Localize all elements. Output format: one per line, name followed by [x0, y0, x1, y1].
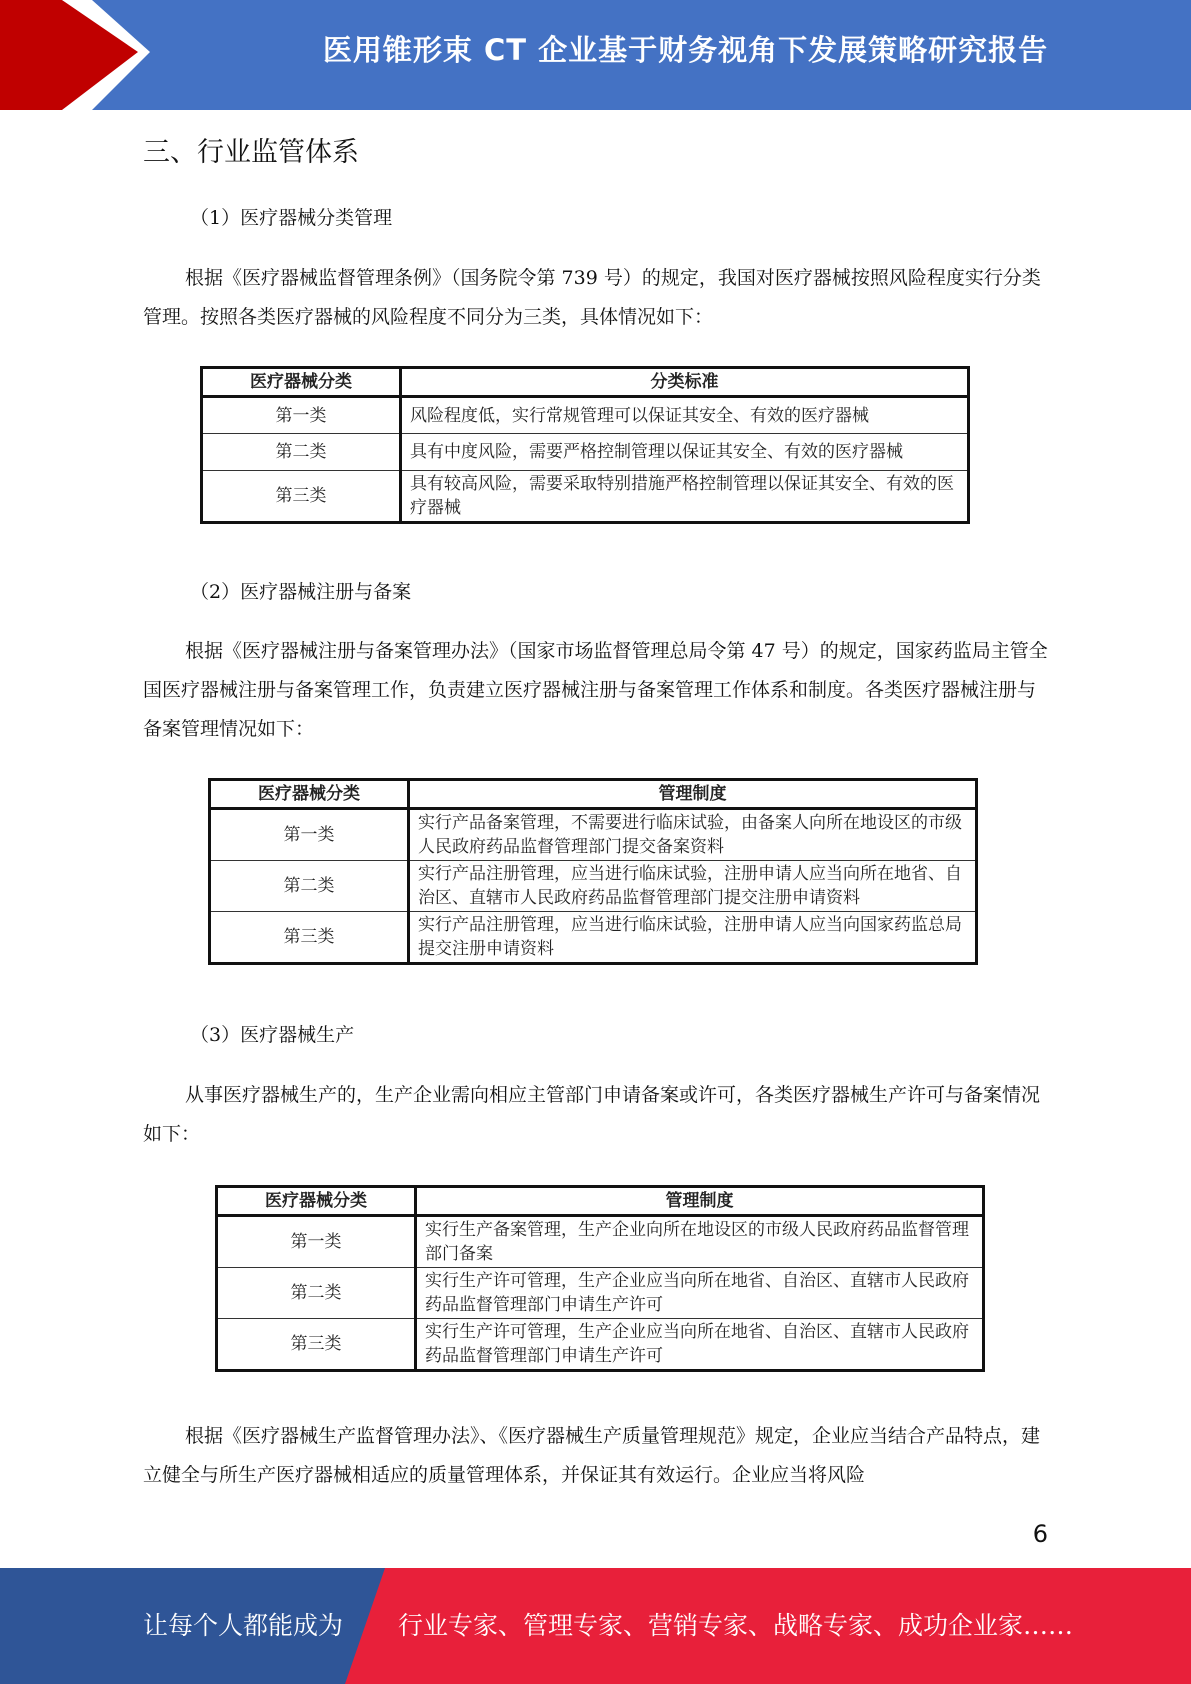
table-header: 医疗器械分类: [202, 368, 401, 397]
paragraph-registration: 根据《医疗器械注册与备案管理办法》（国家市场监督管理总局令第 47 号）的规定，国家药监局主管全国医疗器械注册与备案管理工作，负责建立医疗器械注册与备案管理工作体系和制度。各类医疗器械注册与备案管理情况如下：: [143, 640, 1048, 740]
production-table: [215, 1185, 985, 1372]
table-cell: 实行产品注册管理，应当进行临床试验，注册申请人应当向所在地省、自治区、直辖市人民政府药品监督管理部门提交注册申请资料: [409, 861, 977, 912]
report-title: 医用锥形束 CT 企业基于财务视角下发展策略研究报告: [322, 33, 1049, 67]
table-cell: 第二类: [217, 1268, 416, 1319]
classification-table: [200, 366, 970, 524]
table-row: [210, 912, 977, 964]
section-title: 三、行业监管体系: [143, 137, 359, 168]
paragraph-production-quality: 根据《医疗器械生产监督管理办法》、《医疗器械生产质量管理规范》规定，企业应当结合产品特点，建立健全与所生产医疗器械相适应的质量管理体系，并保证其有效运行。企业应当将风险: [143, 1425, 1041, 1486]
table-cell: 第一类: [217, 1216, 416, 1268]
page-number: 6: [1032, 1520, 1048, 1548]
table-header: 医疗器械分类: [210, 780, 409, 809]
subheading-classification: （1）医疗器械分类管理: [190, 207, 393, 229]
registration-table: [208, 778, 978, 965]
table-cell: 实行生产备案管理，生产企业向所在地设区的市级人民政府药品监督管理部门备案: [416, 1216, 984, 1268]
footer-slogan-right: 行业专家、管理专家、营销专家、战略专家、成功企业家……: [398, 1611, 1074, 1640]
table-cell: 具有较高风险，需要采取特别措施严格控制管理以保证其安全、有效的医疗器械: [401, 471, 969, 523]
table-cell: 第三类: [202, 471, 401, 523]
table-cell: 实行产品注册管理，应当进行临床试验，注册申请人应当向国家药监总局提交注册申请资料: [409, 912, 977, 964]
subheading-registration: （2）医疗器械注册与备案: [190, 581, 412, 603]
table-cell: 第三类: [210, 912, 409, 964]
paragraph-classification: 根据《医疗器械监督管理条例》（国务院令第 739 号）的规定，我国对医疗器械按照风险程度实行分类管理。按照各类医疗器械的风险程度不同分为三类，具体情况如下：: [143, 267, 1041, 328]
table-cell: 实行产品备案管理，不需要进行临床试验，由备案人向所在地设区的市级人民政府药品监督管理部门提交备案资料: [409, 809, 977, 861]
table-cell: 第二类: [202, 434, 401, 471]
table-cell: 第一类: [202, 397, 401, 434]
table-row: [202, 434, 969, 471]
table-row: [217, 1216, 984, 1268]
table-header: 管理制度: [409, 780, 977, 809]
table-cell: 第三类: [217, 1319, 416, 1371]
table-row: [202, 471, 969, 523]
table-cell: 实行生产许可管理，生产企业应当向所在地省、自治区、直辖市人民政府药品监督管理部门申请生产许可: [416, 1268, 984, 1319]
table-cell: 实行生产许可管理，生产企业应当向所在地省、自治区、直辖市人民政府药品监督管理部门申请生产许可: [416, 1319, 984, 1371]
table-cell: 第二类: [210, 861, 409, 912]
page-header: [0, 0, 1191, 110]
table-cell: 风险程度低，实行常规管理可以保证其安全、有效的医疗器械: [401, 397, 969, 434]
paragraph-production: 从事医疗器械生产的，生产企业需向相应主管部门申请备案或许可，各类医疗器械生产许可与备案情况如下：: [143, 1084, 1041, 1145]
footer-slogan-left: 让每个人都能成为: [143, 1611, 344, 1640]
page-footer: [0, 1568, 1191, 1684]
table-cell: 具有中度风险，需要严格控制管理以保证其安全、有效的医疗器械: [401, 434, 969, 471]
table-header: 医疗器械分类: [217, 1187, 416, 1216]
table-row: [217, 1268, 984, 1319]
table-cell: 第一类: [210, 809, 409, 861]
table-row: [217, 1319, 984, 1371]
table-header: 分类标准: [401, 368, 969, 397]
table-row: [210, 861, 977, 912]
table-header: 管理制度: [416, 1187, 984, 1216]
table-row: [210, 809, 977, 861]
subheading-production: （3）医疗器械生产: [190, 1024, 355, 1046]
table-row: [202, 397, 969, 434]
